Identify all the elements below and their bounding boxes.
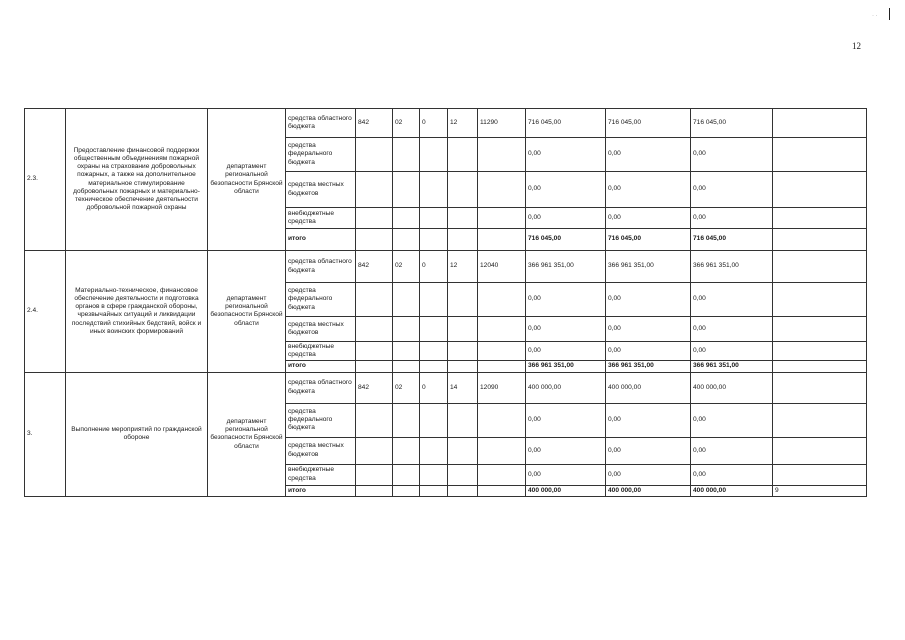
funding-source: средства областного бюджета (286, 251, 356, 283)
budget-code-c2 (393, 172, 420, 208)
table-body (25, 109, 867, 497)
budget-code-c2 (393, 464, 420, 485)
budget-code-c3 (420, 229, 448, 251)
budget-code-c2: 02 (393, 251, 420, 283)
funding-source: средства областного бюджета (286, 109, 356, 138)
budget-code-c1 (356, 172, 393, 208)
budget-code-c5 (478, 138, 526, 172)
note-cell (773, 283, 867, 317)
amount-v2: 0,00 (606, 138, 691, 172)
note-cell (773, 372, 867, 403)
budget-code-c1 (356, 208, 393, 229)
amount-v3: 0,00 (691, 317, 773, 342)
budget-code-c5: 12040 (478, 251, 526, 283)
budget-code-c2: 02 (393, 372, 420, 403)
funding-source: средства местных бюджетов (286, 172, 356, 208)
budget-code-c5 (478, 283, 526, 317)
amount-v2: 0,00 (606, 172, 691, 208)
amount-v2: 0,00 (606, 403, 691, 437)
funding-source: средства федерального бюджета (286, 138, 356, 172)
amount-v1: 0,00 (526, 464, 606, 485)
budget-code-c3: 0 (420, 251, 448, 283)
budget-code-c3 (420, 283, 448, 317)
amount-v2: 366 961 351,00 (606, 251, 691, 283)
budget-code-c3 (420, 208, 448, 229)
budget-code-c1 (356, 342, 393, 361)
amount-v1: 716 045,00 (526, 229, 606, 251)
page-number: 12 (852, 41, 861, 51)
budget-code-c5 (478, 485, 526, 496)
amount-v1: 0,00 (526, 283, 606, 317)
note-cell: 9 (773, 485, 867, 496)
item-number: 2.3. (25, 109, 66, 251)
budget-code-c1: 842 (356, 109, 393, 138)
budget-code-c4 (448, 464, 478, 485)
amount-v2: 0,00 (606, 208, 691, 229)
amount-v1: 0,00 (526, 317, 606, 342)
budget-code-c2 (393, 229, 420, 251)
budget-code-c2: 02 (393, 109, 420, 138)
item-number: 3. (25, 372, 66, 496)
budget-code-c3 (420, 342, 448, 361)
budget-code-c3: 0 (420, 109, 448, 138)
amount-v3: 366 961 351,00 (691, 361, 773, 372)
budget-code-c4 (448, 403, 478, 437)
budget-code-c2 (393, 361, 420, 372)
funding-source: средства федерального бюджета (286, 283, 356, 317)
budget-code-c4 (448, 208, 478, 229)
budget-code-c3 (420, 403, 448, 437)
budget-code-c4: 14 (448, 372, 478, 403)
budget-code-c2 (393, 403, 420, 437)
budget-code-c3 (420, 464, 448, 485)
budget-code-c4: 12 (448, 109, 478, 138)
funding-source: средства областного бюджета (286, 372, 356, 403)
amount-v2: 0,00 (606, 283, 691, 317)
budget-code-c1 (356, 138, 393, 172)
budget-code-c5: 12090 (478, 372, 526, 403)
amount-v3: 0,00 (691, 342, 773, 361)
amount-v3: 0,00 (691, 464, 773, 485)
amount-v3: 366 961 351,00 (691, 251, 773, 283)
budget-code-c2 (393, 485, 420, 496)
amount-v2: 366 961 351,00 (606, 361, 691, 372)
budget-code-c1 (356, 229, 393, 251)
budget-code-c4 (448, 361, 478, 372)
amount-v3: 0,00 (691, 208, 773, 229)
table-row (25, 109, 867, 138)
budget-code-c1: 842 (356, 372, 393, 403)
amount-v1: 0,00 (526, 138, 606, 172)
responsible-department: департамент региональной безопасности Брянской области (208, 251, 286, 373)
funding-source: итого (286, 229, 356, 251)
item-number: 2.4. (25, 251, 66, 373)
responsible-department: департамент региональной безопасности Брянской области (208, 109, 286, 251)
amount-v3: 716 045,00 (691, 109, 773, 138)
budget-code-c4 (448, 437, 478, 464)
amount-v2: 0,00 (606, 464, 691, 485)
budget-code-c4 (448, 229, 478, 251)
note-cell (773, 208, 867, 229)
budget-code-c2 (393, 138, 420, 172)
item-name: Материально-техническое, финансовое обеспечение деятельности и подготовка органов в сфере гражданской обороны, чрезвычайных ситуаций и ликвидации последствий стихийных бедствий, войск и иных воинских формирований (66, 251, 208, 373)
amount-v1: 366 961 351,00 (526, 361, 606, 372)
budget-code-c4 (448, 485, 478, 496)
budget-code-c2 (393, 437, 420, 464)
budget-code-c1 (356, 464, 393, 485)
amount-v3: 0,00 (691, 403, 773, 437)
funding-source: средства местных бюджетов (286, 437, 356, 464)
amount-v2: 0,00 (606, 317, 691, 342)
note-cell (773, 317, 867, 342)
budget-code-c4 (448, 172, 478, 208)
note-cell (773, 464, 867, 485)
note-cell (773, 403, 867, 437)
funding-source: внебюджетные средства (286, 342, 356, 361)
budget-code-c5: 11290 (478, 109, 526, 138)
budget-code-c5 (478, 403, 526, 437)
amount-v1: 0,00 (526, 403, 606, 437)
budget-code-c1 (356, 437, 393, 464)
funding-source: итого (286, 361, 356, 372)
budget-code-c3 (420, 485, 448, 496)
note-cell (773, 437, 867, 464)
budget-code-c3 (420, 437, 448, 464)
budget-code-c1: 842 (356, 251, 393, 283)
note-cell (773, 109, 867, 138)
budget-code-c1 (356, 361, 393, 372)
amount-v1: 400 000,00 (526, 372, 606, 403)
budget-code-c5 (478, 342, 526, 361)
amount-v3: 0,00 (691, 283, 773, 317)
amount-v3: 0,00 (691, 138, 773, 172)
budget-code-c5 (478, 317, 526, 342)
table-row (25, 372, 867, 403)
amount-v1: 0,00 (526, 437, 606, 464)
note-cell (773, 342, 867, 361)
table-row (25, 251, 867, 283)
amount-v3: 716 045,00 (691, 229, 773, 251)
budget-code-c3: 0 (420, 372, 448, 403)
amount-v2: 400 000,00 (606, 485, 691, 496)
amount-v2: 716 045,00 (606, 229, 691, 251)
budget-code-c1 (356, 403, 393, 437)
budget-code-c4 (448, 138, 478, 172)
amount-v3: 400 000,00 (691, 485, 773, 496)
funding-source: внебюджетные средства (286, 208, 356, 229)
budget-code-c2 (393, 342, 420, 361)
budget-code-c5 (478, 229, 526, 251)
funding-source: внебюджетные средства (286, 464, 356, 485)
budget-code-c1 (356, 283, 393, 317)
budget-code-c3 (420, 317, 448, 342)
amount-v1: 0,00 (526, 208, 606, 229)
budget-code-c3 (420, 138, 448, 172)
budget-code-c2 (393, 208, 420, 229)
amount-v2: 716 045,00 (606, 109, 691, 138)
funding-table (24, 108, 867, 497)
scan-noise: · · (872, 13, 878, 19)
responsible-department: департамент региональной безопасности Брянской области (208, 372, 286, 496)
item-name: Предоставление финансовой поддержки общественным объединениям пожарной охраны на страхование добровольных пожарных, а также на дополнительное материальное стимулирование добровольных пожарных и материально-техническое обеспечение деятельности добровольной пожарной охраны (66, 109, 208, 251)
amount-v1: 0,00 (526, 342, 606, 361)
budget-code-c1 (356, 485, 393, 496)
note-cell (773, 229, 867, 251)
funding-source: средства федерального бюджета (286, 403, 356, 437)
amount-v2: 0,00 (606, 342, 691, 361)
funding-source: итого (286, 485, 356, 496)
budget-code-c4 (448, 283, 478, 317)
funding-source: средства местных бюджетов (286, 317, 356, 342)
amount-v2: 0,00 (606, 437, 691, 464)
amount-v1: 716 045,00 (526, 109, 606, 138)
budget-code-c3 (420, 361, 448, 372)
amount-v3: 400 000,00 (691, 372, 773, 403)
budget-code-c4 (448, 342, 478, 361)
item-name: Выполнение мероприятий по гражданской обороне (66, 372, 208, 496)
budget-code-c5 (478, 172, 526, 208)
budget-code-c5 (478, 208, 526, 229)
amount-v1: 366 961 351,00 (526, 251, 606, 283)
amount-v3: 0,00 (691, 437, 773, 464)
budget-code-c4: 12 (448, 251, 478, 283)
note-cell (773, 138, 867, 172)
budget-code-c4 (448, 317, 478, 342)
note-cell (773, 361, 867, 372)
budget-code-c3 (420, 172, 448, 208)
budget-code-c5 (478, 361, 526, 372)
amount-v1: 0,00 (526, 172, 606, 208)
note-cell (773, 251, 867, 283)
amount-v2: 400 000,00 (606, 372, 691, 403)
budget-code-c5 (478, 437, 526, 464)
budget-code-c2 (393, 283, 420, 317)
budget-code-c2 (393, 317, 420, 342)
amount-v1: 400 000,00 (526, 485, 606, 496)
scan-edge-mark (889, 8, 890, 20)
note-cell (773, 172, 867, 208)
budget-code-c5 (478, 464, 526, 485)
budget-code-c1 (356, 317, 393, 342)
amount-v3: 0,00 (691, 172, 773, 208)
